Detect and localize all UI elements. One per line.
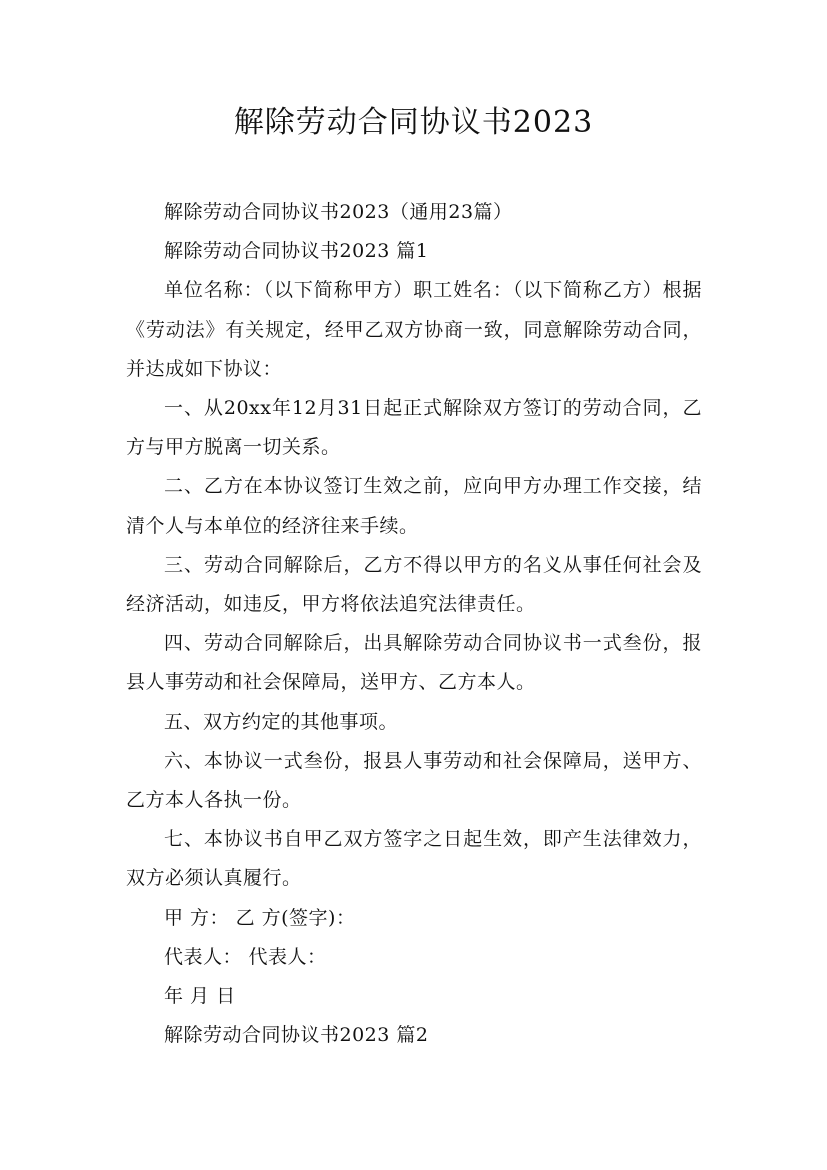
representative-line: 代表人： 代表人： bbox=[164, 945, 327, 968]
clause-paragraph: 三、劳动合同解除后，乙方不得以甲方的名义从事任何社会及经济活动，如违反，甲方将依法追究法律责任。 bbox=[126, 553, 702, 616]
document-body bbox=[126, 193, 702, 1055]
section-heading: 解除劳动合同协议书2023 篇1 bbox=[164, 240, 429, 263]
date-line: 年 月 日 bbox=[164, 985, 236, 1008]
paragraph: 单位名称：（以下简称甲方）职工姓名：（以下简称乙方）根据《劳动法》有关规定，经甲乙双方协商一致，同意解除劳动合同，并达成如下协议： bbox=[126, 279, 702, 380]
signature-line: 甲 方： 乙 方(签字)： bbox=[164, 906, 356, 929]
section-heading: 解除劳动合同协议书2023 篇2 bbox=[164, 1024, 429, 1047]
clause-paragraph: 一、从20xx年12月31日起正式解除双方签订的劳动合同，乙方与甲方脱离一切关系。 bbox=[126, 397, 702, 459]
clause-paragraph: 五、双方约定的其他事项。 bbox=[164, 710, 399, 733]
clause-paragraph: 二、乙方在本协议签订生效之前，应向甲方办理工作交接，结清个人与本单位的经济往来手续。 bbox=[126, 475, 702, 537]
clause-paragraph: 四、劳动合同解除后，出具解除劳动合同协议书一式叁份，报县人事劳动和社会保障局，送甲方、乙方本人。 bbox=[126, 632, 702, 694]
subtitle-paragraph: 解除劳动合同协议书2023（通用23篇） bbox=[164, 201, 513, 223]
clause-paragraph: 六、本协议一式叁份，报县人事劳动和社会保障局，送甲方、乙方本人各执一份。 bbox=[126, 749, 702, 812]
clause-paragraph: 七、本协议书自甲乙双方签字之日起生效，即产生法律效力，双方必须认真履行。 bbox=[126, 828, 702, 890]
document-title: 解除劳动合同协议书2023 bbox=[233, 105, 594, 140]
